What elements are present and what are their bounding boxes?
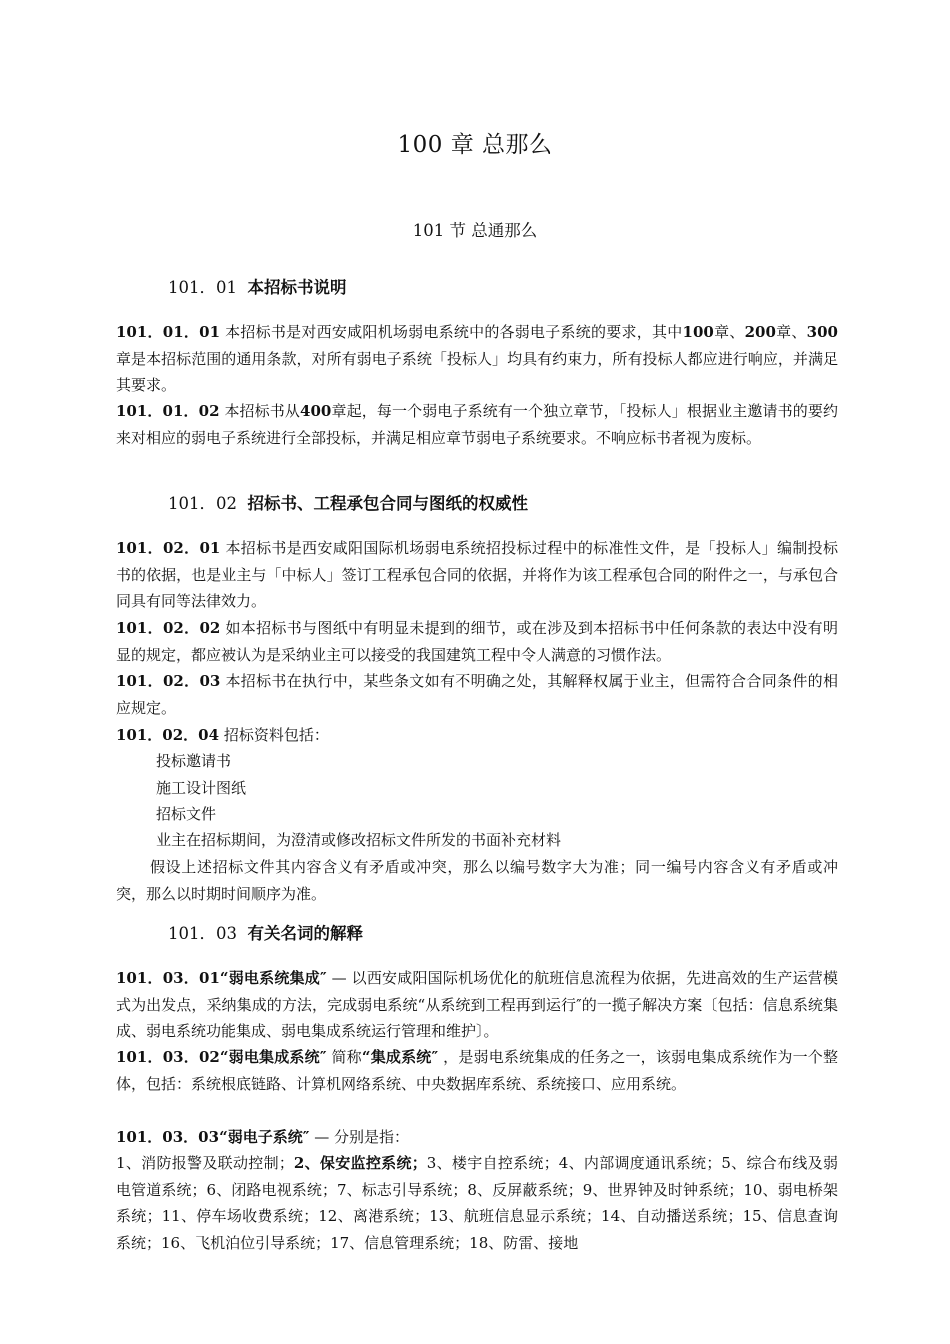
material-item: 投标邀请书 — [156, 752, 232, 770]
paragraph-101-02-03: 101．02．03 本招标书在执行中，某些条文如有不明确之处，其解释权属于业主，但需符合合同条件的相应规定。 — [116, 672, 838, 717]
material-item: 招标文件 — [156, 805, 217, 823]
paragraph-101-01-02: 101．01．02 本招标书从400章起，每一个弱电子系统有一个独立章节，「投标人」根据业主邀请书的要约来对相应的弱电子系统进行全部投标，并满足相应章节弱电子系统要求。不响应标书者视为废标。 — [116, 402, 838, 447]
paragraph-101-03-01: 101．03．01“弱电系统集成″ — 以西安咸阳国际机场优化的航班信息流程为依据，先进高效的生产运营模式为出发点，采纳集成的方法，完成弱电系统“从系统到工程再到运行″的一揽子解决方案〔包括：信息系统集成、弱电系统功能集成、弱电集成系统运行管理和维护〕。 — [116, 969, 838, 1040]
chapter-title: 100 章 总那么 — [397, 132, 553, 158]
material-item: 业主在招标期间，为澄清或修改招标文件所发的书面补充材料 — [156, 831, 562, 849]
paragraph-101-02-01: 101．02．01 本招标书是西安咸阳国际机场弱电系统招投标过程中的标准性文件，是「投标人」编制投标书的依据，也是业主与「中标人」签订工程承包合同的依据，并将作为该工程承包合同的附件之一，与承包合同具有同等法律效力。 — [116, 539, 838, 610]
paragraph-101-03-02: 101．03．02“弱电集成系统″ 简称“集成系统″ ，是弱电系统集成的任务之一，该弱电集成系统作为一个整体，包括：系统根底链路、计算机网络系统、中央数据库系统、系统接口、应用系统。 — [116, 1048, 838, 1093]
subsection-heading-101-03: 101．03 有关名词的解释 — [168, 924, 363, 943]
section-title: 101 节 总通那么 — [412, 221, 538, 240]
material-item: 施工设计图纸 — [156, 779, 247, 797]
paragraph-101-01-01: 101．01．01 本招标书是对西安咸阳机场弱电系统中的各弱电子系统的要求，其中100章、200章、300章是本招标范围的通用条款，对所有弱电子系统「投标人」均具有约束力，所有投标人都应进行响应，并满足其要求。 — [116, 323, 838, 394]
subsection-heading-101-02: 101．02 招标书、工程承包合同与图纸的权威性 — [168, 494, 528, 513]
paragraph-101-03-03: 101．03．03“弱电子系统″ — 分别是指： — [116, 1128, 409, 1146]
subsection-heading-101-01: 101．01 本招标书说明 — [168, 278, 347, 297]
paragraph-systems-list: 1、消防报警及联动控制；2、保安监控系统；3、楼宇自控系统；4、内部调度通讯系统；5、综合布线及弱电管道系统；6、闭路电视系统；7、标志引导系统；8、反屏蔽系统；9、世界钟及时钟系统；10、弱电桥架系统；11、停车场收费系统；12、离港系统；13、航班信息显示系统；14、自动播送系统；15、信息查询系统；16、飞机泊位引导系统；17、信息管理系统；18、防雷、接地 — [116, 1154, 838, 1252]
paragraph-101-02-02: 101．02．02 如本招标书与图纸中有明显未提到的细节，或在涉及到本招标书中任何条款的表达中没有明显的规定，都应被认为是采纳业主可以接受的我国建筑工程中令人满意的习惯作法。 — [116, 619, 838, 664]
paragraph-conflict-rule: 假设上述招标文件其内容含义有矛盾或冲突，那么以编号数字大为准；同一编号内容含义有矛盾或冲突，那么以时期时间顺序为准。 — [116, 858, 838, 903]
paragraph-101-02-04: 101．02．04 招标资料包括： — [116, 726, 329, 744]
